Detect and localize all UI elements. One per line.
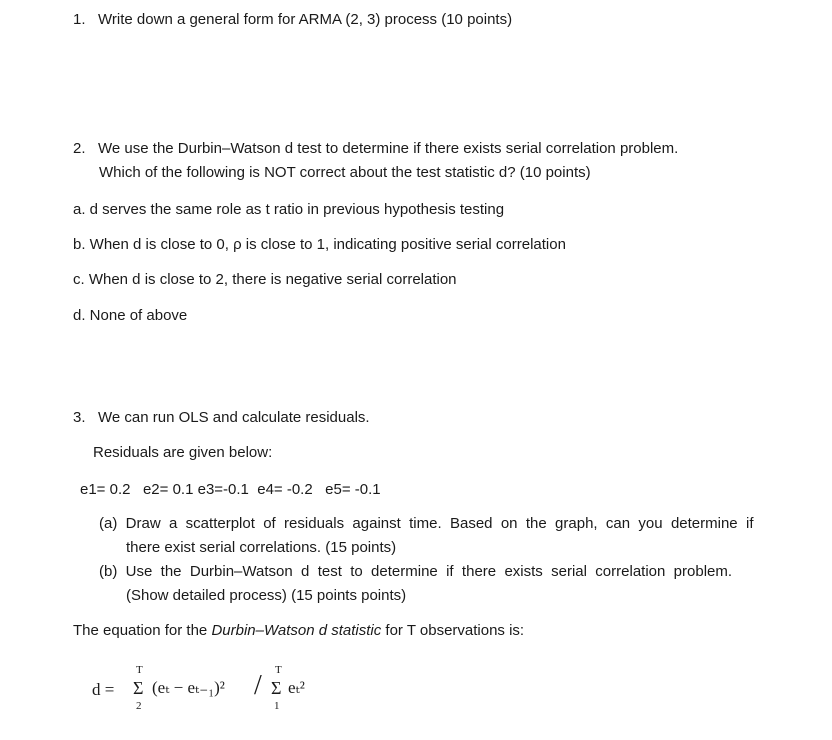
q3-part-a-line1: (a) Draw a scatterplot of residuals against time. Based on the graph, can you determine if: [99, 515, 754, 532]
q3-part-a-line2: there exist serial correlations. (15 points): [126, 539, 397, 556]
q2-option-a: a. d serves the same role as t ratio in previous hypothesis testing: [73, 201, 505, 218]
q2-option-d: d. None of above: [73, 307, 188, 324]
formula-slash: /: [254, 670, 262, 701]
sum1-sigma: Σ: [133, 678, 144, 698]
sum2-lower-limit: 1: [274, 700, 280, 712]
q2-option-b: b. When d is close to 0, ρ is close to 1, indicating positive serial correlation: [73, 236, 566, 253]
equation-prefix: The equation for the: [73, 622, 212, 639]
equation-suffix: for T observations is:: [381, 622, 525, 639]
sum2-sigma: Σ: [271, 678, 282, 698]
q3-part-b-line2: (Show detailed process) (15 points points): [126, 587, 407, 604]
q2-text-line1: We use the Durbin–Watson d test to determine if there exists serial correlation problem.: [98, 140, 679, 157]
durbin-watson-formula: [88, 660, 328, 720]
q1-line: [73, 10, 512, 30]
formula-numerator: (eₜ − eₜ₋₁)²: [152, 678, 225, 697]
q1-text: Write down a general form for ARMA (2, 3) process (10 points): [98, 11, 513, 28]
q2-text-line2: Which of the following is NOT correct about the test statistic d? (10 points): [99, 164, 591, 181]
q2-line1: [73, 139, 678, 159]
sum1-lower-limit: 2: [136, 700, 142, 712]
sum2-upper-limit: T: [275, 664, 282, 676]
q2-option-c: c. When d is close to 2, there is negative serial correlation: [73, 271, 457, 288]
q3-part-b-line1: (b) Use the Durbin–Watson d test to determine if there exists serial correlation problem.: [99, 563, 733, 580]
q3-number: 3.: [73, 409, 86, 426]
q3-intro: We can run OLS and calculate residuals.: [98, 409, 370, 426]
formula-denominator: eₜ²: [288, 678, 305, 697]
q3-line1: [73, 408, 370, 428]
sum1-upper-limit: T: [136, 664, 143, 676]
formula-lhs: d =: [92, 680, 115, 699]
q3-residuals-values: e1= 0.2 e2= 0.1 e3=-0.1 e4= -0.2 e5= -0.1: [80, 481, 381, 498]
q1-number: 1.: [73, 11, 86, 28]
equation-italic: Durbin–Watson d statistic: [211, 622, 382, 639]
q3-equation-intro: [73, 621, 524, 641]
q3-residuals-label: Residuals are given below:: [93, 444, 273, 461]
q2-number: 2.: [73, 140, 86, 157]
